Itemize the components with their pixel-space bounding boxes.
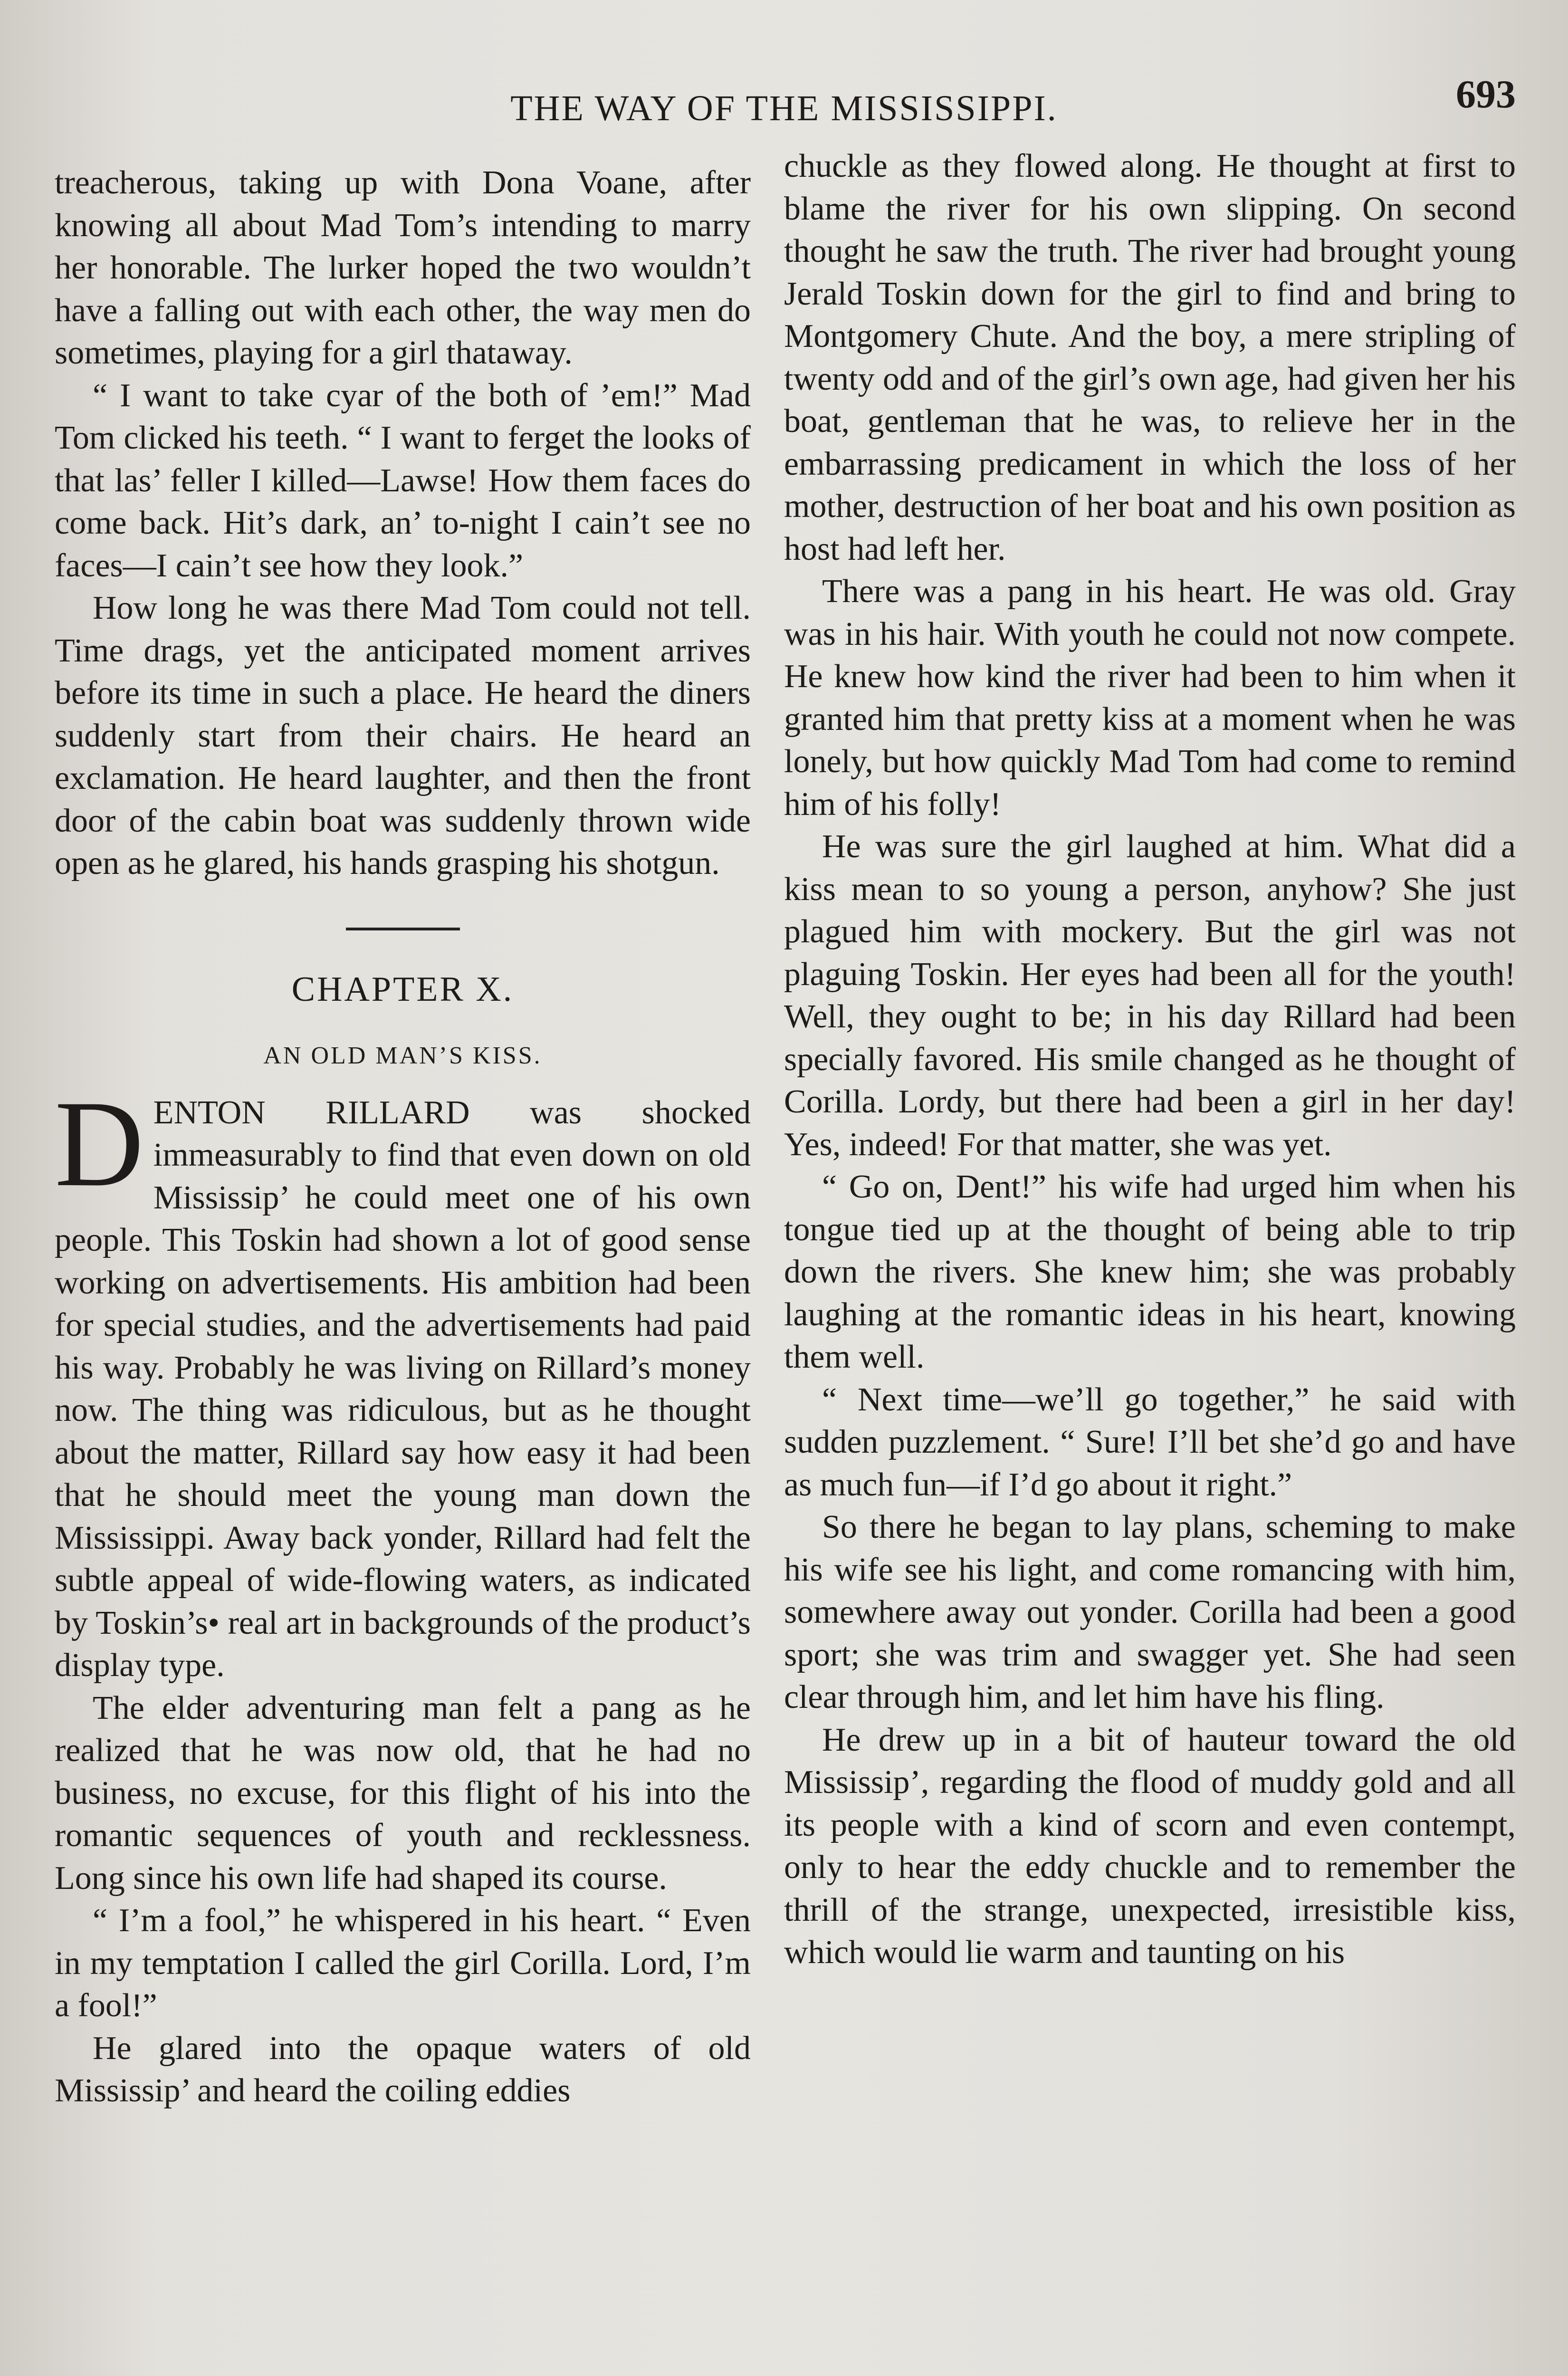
paragraph: He was sure the girl laughed at him. What did a kiss mean to so young a person, anyhow? She just plagued him with mockery. But the girl was not plaguing Toskin. Her eyes had been all for the youth! Well, they ought to be; in his day Rillard had been specially favored. His smile changed as he thought of Corilla. Lordy, but there had been a girl in her day! Yes, indeed! For that matter, she was yet. [784, 828, 1516, 1163]
paragraph: “ I want to take cyar of the both of ’em!” Mad Tom clicked his teeth. “ I want to ferget the looks of that las’ feller I killed—Lawse! How them faces do come back. Hit’s dark, an’ to-night I cain’t see no faces—I cain’t see how they look.” [55, 377, 751, 584]
paragraph: He drew up in a bit of hauteur toward the old Mississip’, regarding the flood of muddy gold and all its people with a kind of scorn and even contempt, only to hear the eddy chuckle and to remember the thrill of the strange, unexpected, irresistible kiss, which would lie warm and taunting on his [784, 1721, 1516, 1971]
paragraph: There was a pang in his heart. He was old. Gray was in his hair. With youth he could not now compete. He knew how kind the river had been to him when it granted him that pretty kiss at a moment when he was lonely, but how quickly Mad Tom had come to remind him of his folly! [784, 573, 1516, 823]
chapter-opening-paragraph [55, 1075, 751, 1687]
paragraph: “ Go on, Dent!” his wife had urged him when his tongue tied up at the thought of being able to trip down the rivers. She knew him; she was probably laughing at the romantic ideas in his heart, knowing them well. [784, 1169, 1516, 1375]
paragraph: He glared into the opaque waters of old Mississip’ and heard the coiling eddies [55, 2030, 751, 2109]
page-number: 693 [1456, 72, 1516, 116]
paragraph: “ I’m a fool,” he whispered in his heart. “ Even in my temptation I called the girl Corilla. Lord, I’m a fool!” [55, 1902, 751, 2024]
paragraph: treacherous, taking up with Dona Voane, after knowing all about Mad Tom’s intending to marry her honorable. The lurker hoped the two wouldn’t have a falling out with each other, the way men do sometimes, playing for a girl thataway. [55, 164, 751, 371]
section-divider [346, 928, 460, 930]
paragraph: “ Next time—we’ll go together,” he said with sudden puzzlement. “ Sure! I’ll bet she’d go and have as much fun—if I’d go about it right.” [784, 1381, 1516, 1503]
paragraph: So there he began to lay plans, scheming to make his wife see his light, and come romancing with him, somewhere away out yonder. Corilla had been a good sport; she was trim and swagger yet. She had seen clear through him, and let him have his fling. [784, 1509, 1516, 1715]
paragraph: chuckle as they flowed along. He thought at first to blame the river for his own slipping. On second thought he saw the truth. The river had brought young Jerald Toskin down for the girl to find and bring to Montgomery Chute. And the boy, a mere stripling of twenty odd and of the girl’s own age, had given her his boat, gentleman that he was, to relieve her in the embarrassing predicament in which the loss of her mother, destruction of her boat and his own position as host had left her. [784, 148, 1516, 567]
paragraph: The elder adventuring man felt a pang as he realized that he was now old, that he had no business, no excuse, for this flight of his into the romantic sequences of youth and recklessness. Long since his own life had shaped its course. [55, 1689, 751, 1897]
running-head: THE WAY OF THE MISSISSIPPI. [510, 88, 1058, 128]
paragraph-text: ENTON RILLARD was shocked immeasurably to find that even down on old Mississip’ he could meet one of his own people. This Toskin had shown a lot of good sense working on advertisements. His ambition had been for special studies, and the advertisements had paid his way. Probably he was living on Rillard’s money now. The thing was ridiculous, but as he thought about the matter, Rillard say how easy it had been that he should meet the young man down the Mississippi. Away back yonder, Rillard had felt the subtle appeal of wide-flowing waters, as indicated by Toskin’s• real art in backgrounds of the product’s display type. [55, 1094, 751, 1684]
drop-cap: D [55, 1075, 144, 1212]
chapter-title: CHAPTER X. [291, 969, 514, 1009]
paragraph: How long he was there Mad Tom could not tell. Time drags, yet the anticipated moment arrives before its time in such a place. He heard the diners suddenly start from their chairs. He heard an exclamation. He heard laughter, and then the front door of the cabin boat was suddenly thrown wide open as he glared, his hands grasping his shotgun. [55, 590, 751, 881]
chapter-subtitle: AN OLD MAN’S KISS. [263, 1042, 542, 1069]
left-column [55, 162, 751, 2112]
right-column [784, 145, 1516, 1974]
